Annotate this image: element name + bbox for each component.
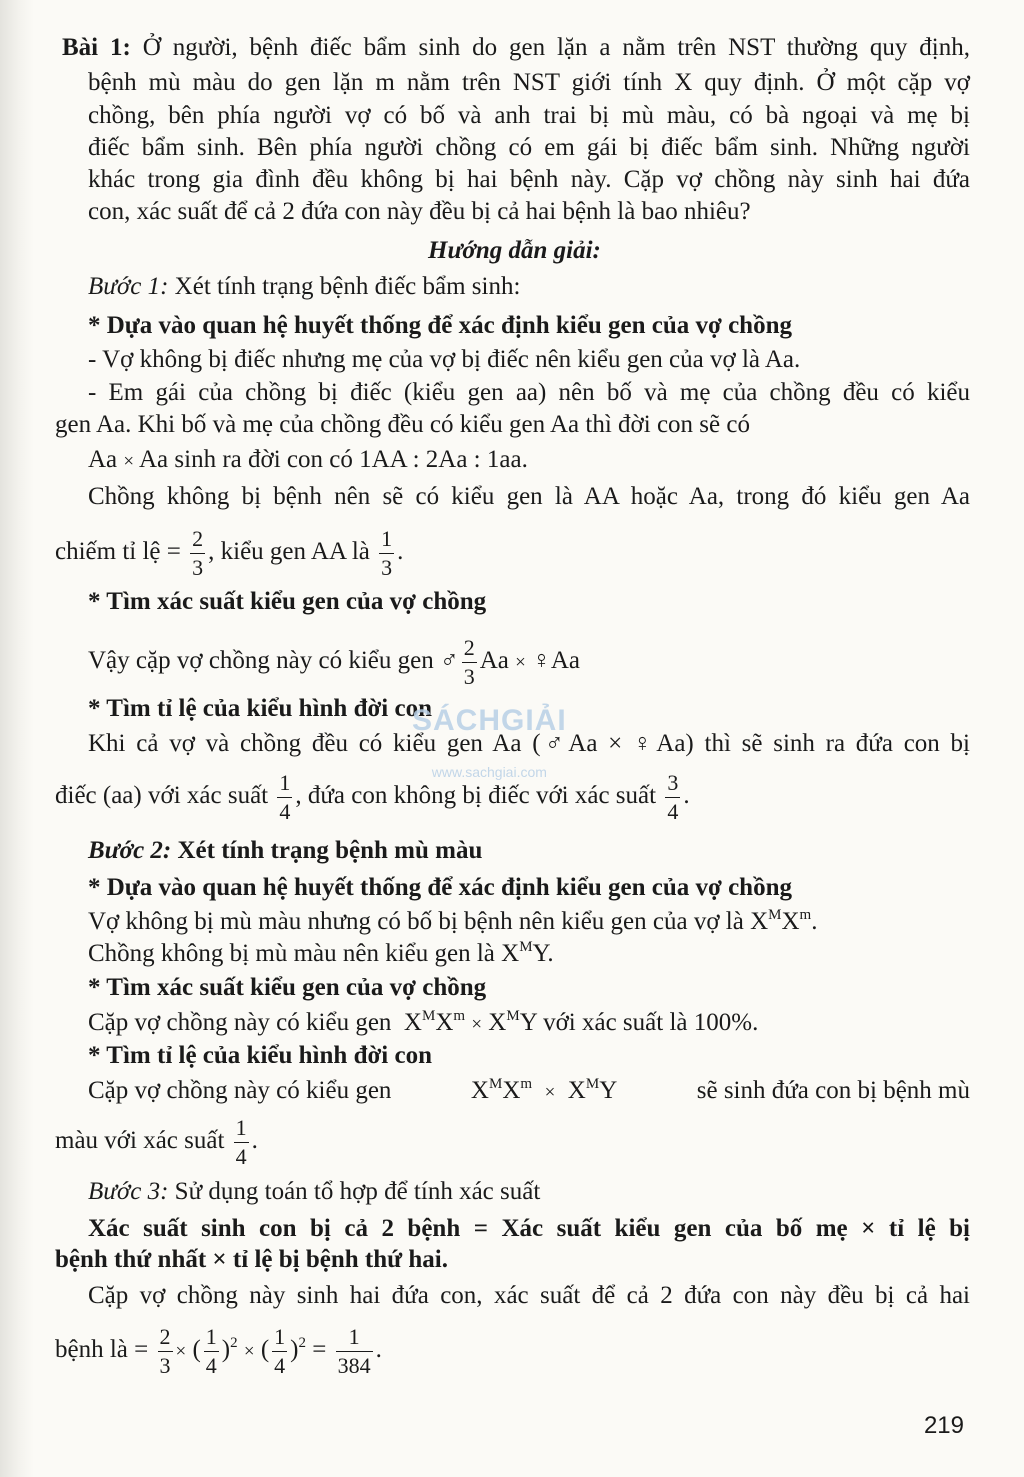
line-end: .	[375, 1336, 382, 1364]
probability-text: với xác suất là 100%.	[543, 1009, 759, 1036]
ratio-mid-text: , kiểu gen AA là	[208, 538, 370, 566]
numerator: 2	[158, 1326, 173, 1352]
problem-line-4: điếc bẩm sinh. Bên phía người chồng có em gái bị điếc bẩm sinh. Những người	[88, 134, 970, 161]
step1-line-1: - Vợ không bị điếc nhưng mẹ của vợ bị điếc nên kiểu gen của vợ là Aa.	[88, 346, 801, 373]
step3-formula-line-2: bệnh thứ nhất × tỉ lệ bị bệnh thứ hai.	[55, 1246, 448, 1273]
equals-symbol: =	[312, 1336, 327, 1364]
allele-m: m	[520, 1076, 533, 1092]
allele-M: M	[585, 1076, 600, 1092]
fraction-result	[336, 1326, 373, 1377]
chromosome-x: X	[567, 1077, 586, 1104]
allele-m: m	[453, 1008, 466, 1024]
problem-line-6: con, xác suất để cả 2 đứa con này đều bị cả hai bệnh là bao nhiêu?	[88, 198, 751, 225]
husband-genotype-text: Chồng không bị mù màu nên kiểu gen là X	[88, 940, 520, 967]
page-edge-shadow	[0, 0, 34, 1477]
line-end: .	[547, 940, 554, 967]
step3-formula-line-1: Xác suất sinh con bị cả 2 bệnh = Xác suất kiểu gen của bố mẹ × tỉ lệ bị	[88, 1215, 970, 1242]
line-end: .	[251, 1127, 258, 1155]
step2-line-3	[88, 1008, 758, 1040]
times-symbol: ×	[123, 451, 135, 472]
male-symbol: ♂	[440, 647, 459, 675]
fraction-two-thirds	[462, 637, 477, 688]
fraction-one-third	[379, 528, 394, 579]
step1-subheading-3: * Tìm tỉ lệ của kiểu hình đời con	[88, 695, 433, 722]
allele-M: M	[506, 1008, 520, 1024]
denominator: 4	[667, 799, 679, 824]
denominator: 384	[337, 1353, 371, 1378]
step3-label: Bước 3:	[88, 1178, 169, 1205]
numerator: 1	[379, 528, 394, 554]
step1-heading	[88, 272, 520, 302]
genotype-text: Cặp vợ chồng này có kiểu gen	[88, 1077, 392, 1104]
problem-line-2: bệnh mù màu do gen lặn m nằm trên NST giới tính X quy định. Ở một cặp vợ	[88, 69, 970, 96]
allele-M: M	[421, 1008, 436, 1024]
wife-genotype-text: Vợ không bị mù màu nhưng có bố bị bệnh nên kiểu gen của vợ là X	[88, 908, 769, 935]
times-symbol: ×	[544, 1082, 556, 1103]
step1-cross	[88, 445, 528, 477]
denominator: 3	[381, 555, 393, 580]
watermark-logo: SÁCHGIẢI	[412, 704, 567, 737]
chromosome-x: X	[781, 908, 800, 935]
step2-line-2	[88, 939, 554, 969]
denominator: 3	[159, 1353, 171, 1378]
numerator: 1	[277, 772, 292, 798]
step2-heading	[88, 836, 482, 866]
chromosome-y: Y	[532, 940, 548, 967]
numerator: 1	[234, 1117, 249, 1143]
open-paren: (	[260, 1336, 270, 1364]
chromosome-x: X	[435, 1009, 454, 1036]
step2-line-5	[55, 1117, 258, 1168]
open-paren: (	[192, 1336, 201, 1364]
watermark-url: www.sachgiai.com	[431, 764, 547, 780]
fraction-two-thirds	[190, 528, 205, 579]
fraction-one-quarter	[277, 772, 292, 823]
step1-line-4: Chồng không bị bệnh nên sẽ có kiểu gen là AA hoặc Aa, trong đó kiểu gen Aa	[88, 483, 970, 510]
step1-line-3: gen Aa. Khi bố và mẹ của chồng đều có kiểu gen Aa thì đời con sẽ có	[55, 411, 750, 438]
fraction-two-thirds	[158, 1326, 173, 1377]
times-symbol: ×	[471, 1014, 483, 1035]
chromosome-y: Y	[519, 1009, 537, 1036]
step1-line-7: Khi cả vợ và chồng đều có kiểu gen Aa (♂Aa × ♀Aa) thì sẽ sinh ra đứa con bị	[88, 730, 970, 757]
probability-end: .	[683, 782, 690, 810]
line-end: .	[811, 908, 818, 935]
ratio-end: .	[397, 538, 404, 566]
allele-M: M	[488, 1076, 503, 1092]
fraction-three-quarters	[665, 772, 680, 823]
numerator: 2	[462, 637, 477, 663]
step1-line-8	[55, 772, 690, 823]
step2-title: Xét tính trạng bệnh mù màu	[177, 837, 483, 864]
step1-line-2: - Em gái của chồng bị điếc (kiểu gen aa) nên bố và mẹ của chồng đều có kiểu	[88, 379, 970, 406]
genotype-text: Cặp vợ chồng này có kiểu gen	[88, 1009, 392, 1036]
numerator: 2	[190, 528, 205, 554]
chromosome-x: X	[488, 1009, 507, 1036]
step3-line-2	[55, 1326, 382, 1377]
chromosome-y: Y	[599, 1077, 618, 1104]
denominator: 3	[192, 555, 204, 580]
denominator: 4	[235, 1144, 247, 1169]
page-number: 219	[923, 1412, 964, 1439]
fraction-one-quarter	[204, 1326, 219, 1377]
problem-text: Ở người, bệnh điếc bẩm sinh do gen lặn a nằm trên NST thường quy định,	[142, 34, 970, 61]
step1-line-6	[88, 637, 580, 688]
genotype-aa: Aa	[479, 647, 509, 675]
problem-line-3: chồng, bên phía người vợ có bố và anh trai bị mù màu, có bà ngoại và mẹ bị	[88, 102, 970, 129]
exponent: 2	[298, 1335, 306, 1352]
times-symbol: ×	[243, 1341, 255, 1363]
allele-M: M	[519, 939, 533, 955]
numerator: 3	[665, 772, 680, 798]
step1-label: Bước 1:	[88, 273, 169, 300]
step2-line-4	[88, 1076, 970, 1108]
genotype-formula	[471, 1076, 617, 1108]
numerator: 1	[204, 1326, 219, 1352]
ratio-text: chiếm tỉ lệ =	[55, 538, 181, 566]
chromosome-x: X	[470, 1077, 489, 1104]
close-paren: )	[290, 1336, 299, 1364]
fraction-one-quarter	[234, 1117, 249, 1168]
genotype-aa: Aa	[550, 647, 581, 675]
step1-line-5	[55, 528, 403, 579]
guide-title: Hướng dẫn giải:	[428, 237, 601, 264]
denominator: 4	[279, 799, 291, 824]
step2-label: Bước 2:	[88, 837, 172, 864]
step2-line-1	[88, 907, 817, 937]
step3-heading	[88, 1177, 540, 1207]
times-symbol: ×	[515, 652, 526, 674]
watermark	[412, 704, 567, 780]
step1-subheading-1: * Dựa vào quan hệ huyết thống để xác định kiểu gen của vợ chồng	[88, 312, 792, 339]
female-symbol: ♀	[532, 647, 551, 675]
cross-parent-2: Aa	[139, 446, 169, 473]
step2-subheading-3: * Tìm tỉ lệ của kiểu hình đời con	[88, 1042, 433, 1069]
step1-subheading-2: * Tìm xác suất kiểu gen của vợ chồng	[88, 588, 487, 615]
exponent: 2	[230, 1335, 238, 1352]
allele-m: m	[799, 907, 812, 923]
chromosome-x: X	[502, 1077, 521, 1104]
close-paren: )	[221, 1336, 231, 1364]
step3-title: Sử dụng toán tổ hợp để tính xác suất	[174, 1178, 541, 1205]
denominator: 3	[463, 664, 475, 689]
probability-text: điếc (aa) với xác suất	[55, 782, 269, 810]
answer-text: bệnh là	[55, 1336, 128, 1364]
genotype-text: Vậy cặp vợ chồng này có kiểu gen	[88, 647, 434, 675]
chromosome-x: X	[403, 1009, 422, 1036]
denominator: 4	[205, 1353, 217, 1378]
numerator: 1	[272, 1326, 287, 1352]
cross-result: sinh ra đời con có 1AA : 2Aa : 1aa.	[174, 446, 528, 473]
result-text: sẽ sinh đứa con bị bệnh mù	[696, 1077, 970, 1104]
problem-line-5: khác trong gia đình đều không bị hai bệnh này. Cặp vợ chồng này sinh hai đứa	[88, 166, 970, 193]
denominator: 4	[274, 1353, 286, 1378]
step2-subheading-1: * Dựa vào quan hệ huyết thống để xác định kiểu gen của vợ chồng	[88, 874, 792, 901]
equals-symbol: =	[134, 1336, 149, 1364]
numerator: 1	[336, 1326, 373, 1352]
cross-parent-1: Aa	[88, 446, 118, 473]
step3-line-1: Cặp vợ chồng này sinh hai đứa con, xác suất để cả 2 đứa con này đều bị cả hai	[88, 1282, 970, 1309]
probability-text: màu với xác suất	[55, 1127, 225, 1155]
problem-label: Bài 1:	[62, 34, 131, 61]
step2-subheading-2: * Tìm xác suất kiểu gen của vợ chồng	[88, 974, 487, 1001]
probability-mid-text: , đứa con không bị điếc với xác suất	[295, 782, 657, 810]
fraction-one-quarter	[272, 1326, 287, 1377]
problem-line-1	[62, 33, 970, 63]
allele-M: M	[768, 907, 782, 923]
step1-title: Xét tính trạng bệnh điếc bẩm sinh:	[174, 273, 521, 300]
times-symbol: ×	[175, 1341, 187, 1363]
